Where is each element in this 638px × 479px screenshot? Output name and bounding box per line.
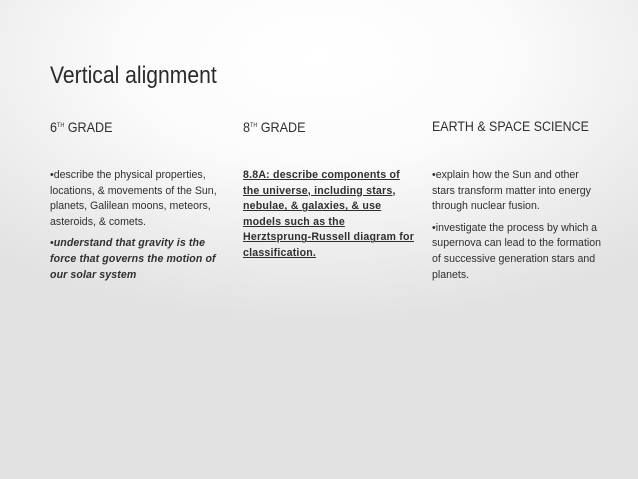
- standard-text: investigate the process by which a supernova can lead to the formation of successive generation stars and planets.: [432, 221, 602, 281]
- bullet: •: [50, 237, 54, 250]
- standard-item: [432, 168, 602, 215]
- column-8th-grade: [243, 118, 415, 268]
- standard-item: [50, 236, 220, 283]
- column-heading-6th-grade: [50, 118, 203, 136]
- bullet: •: [432, 221, 436, 234]
- standard-item: [50, 168, 220, 230]
- column-heading-8th-grade: [243, 118, 398, 136]
- heading-label: GRADE: [257, 119, 306, 135]
- column-heading-earth-space-science: EARTH & SPACE SCIENCE: [432, 119, 589, 134]
- heading-ordinal: TH: [250, 123, 258, 129]
- slide-title: Vertical alignment: [50, 62, 217, 89]
- standard-text-underlined: 8.8A: describe components of the universe, including stars, nebulae, & galaxies, & use models such as the Herztsprung-Russell diagram for classification.: [243, 169, 415, 259]
- column-body: [243, 168, 415, 262]
- column-body: [432, 168, 602, 283]
- standard-text-emphasized: understand that gravity is the force that governs the motion of our solar system: [50, 237, 216, 281]
- standard-text: describe the physical properties, locations, & movements of the Sun, planets, Galilean moons, meteors, asteroids, & comets.: [50, 169, 217, 228]
- standard-text: explain how the Sun and other stars transform matter into energy through nuclear fusion.: [432, 169, 591, 213]
- bullet: •: [432, 169, 436, 181]
- bullet: •: [50, 169, 54, 181]
- column-body: [50, 168, 220, 283]
- heading-number: 8: [243, 119, 251, 135]
- column-6th-grade: [50, 118, 220, 289]
- heading-number: 6: [50, 119, 58, 135]
- standard-item: [243, 168, 415, 262]
- column-earth-space-science: [432, 118, 602, 289]
- heading-label: GRADE: [64, 119, 113, 135]
- standard-item: [432, 221, 602, 283]
- heading-ordinal: TH: [57, 123, 65, 129]
